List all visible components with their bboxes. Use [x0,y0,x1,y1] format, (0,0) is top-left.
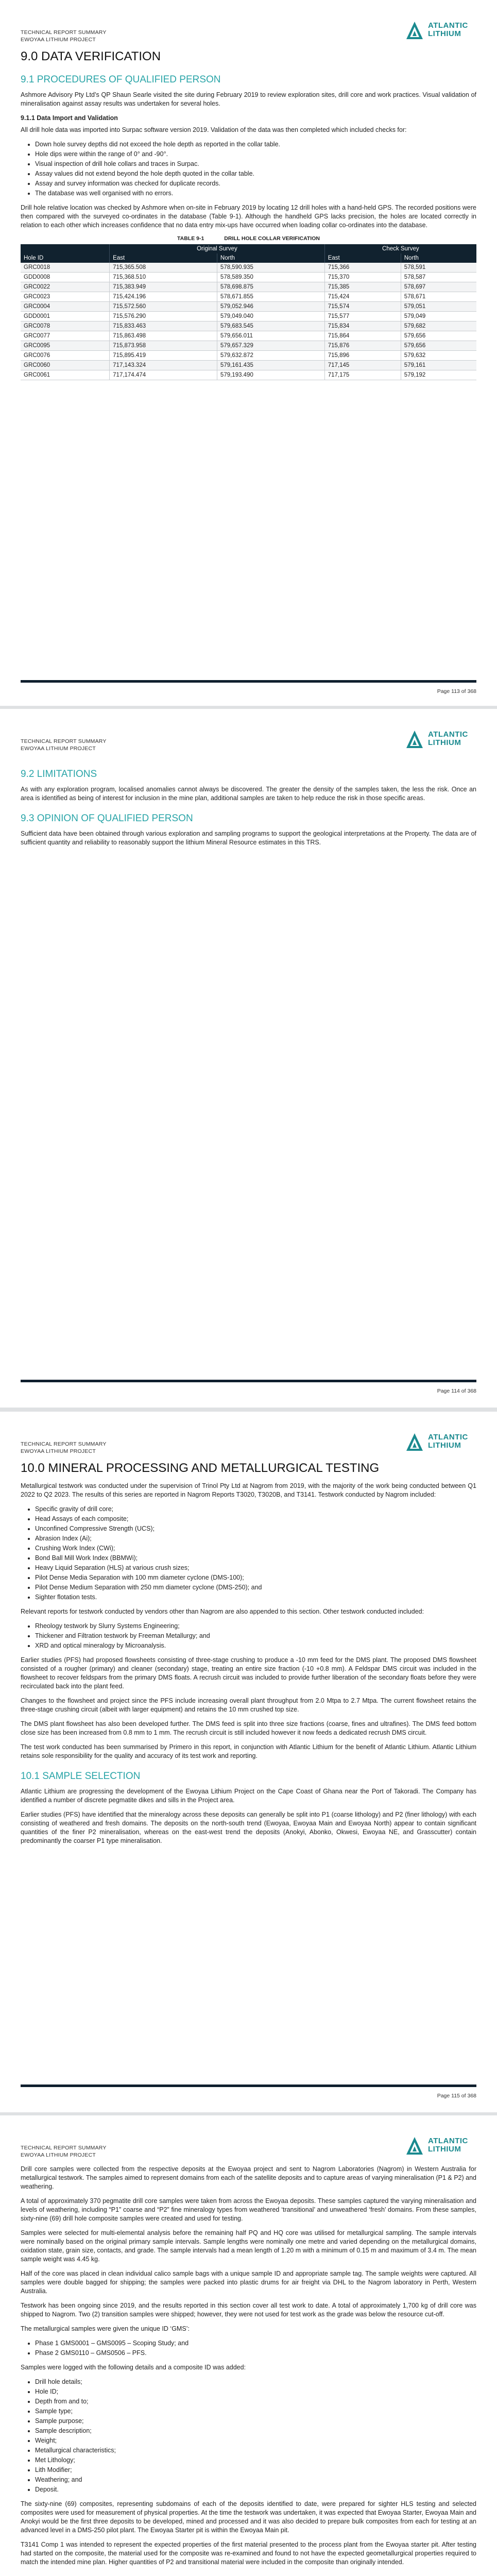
page-body [21,2165,476,2572]
page-header [21,724,476,755]
coordinate-cell: 715,834 [324,321,401,331]
paragraph: Metallurgical testwork was conducted under the supervision of Trinol Pty Ltd at Nagrom from 2019, with the majority of the work being conducted between Q1 2022 to Q2 2023. The results of this series are reported in Nagrom Reports T3020, T3020B, and T3141. Testwork conducted by Nagrom included: [21,1482,476,1498]
coordinate-cell: 579,682 [401,321,476,331]
table-row [21,282,476,292]
atlantic-lithium-logo [404,1431,476,1452]
table-group-header-row [21,244,476,253]
table-row [21,312,476,321]
logo-wordmark: ATLANTIC LITHIUM [428,2137,468,2154]
page-header [21,15,476,46]
section-heading-10-1: 10.1 SAMPLE SELECTION [21,1771,141,1782]
list-item: • Met Lithology; [35,2456,476,2465]
coordinate-cell: 717,174.474 [110,370,217,380]
page-body [21,758,476,853]
atlantic-lithium-logo [404,20,476,40]
list-item: • Pilot Dense Medium Separation with 250 mm diameter cyclone (DMS-250); and [35,1583,476,1592]
coordinate-cell: 578,671.855 [217,292,324,302]
report-page-115 [0,1412,497,2112]
page-number: Page 113 of 368 [437,688,476,694]
paragraph: Earlier studies (PFS) had proposed flowsheets consisting of three-stage crushing to produce a -10 mm feed for the DMS plant. The proposed DMS flowsheet consisted of a rougher (primary) and cleaner (secondary) stage, treating an entire size fraction (-10 +0.8 mm). A Feldspar DMS circuit was included in the flowsheet to recover feldspars from the primary DMS floats. A recrush circuit was included to provide further liberation of the secondary floats before they were recirculated back into the plant feed. [21,1656,476,1690]
hole-id-cell: GRC0076 [21,351,110,361]
coordinate-cell: 578,698.875 [217,282,324,292]
coordinate-cell: 717,143.324 [110,361,217,370]
list-item: • Hole ID; [35,2387,476,2396]
paragraph: T3141 Comp 1 was intended to represent the expected properties of the first material presented to the process plant from the Ewoyaa starter pit. After testing had started on the composite, the material used for the composite was re-examined and found to not have the expected geometallurgical properties required to match the intended mine plan. Higher quantities of P2 and transitional material were included in the composite than originally intended. [21,2541,476,2566]
table-column-header: Hole ID [21,253,110,263]
header-text [21,738,107,752]
coordinate-cell: 715,366 [324,263,401,273]
paragraph: The sixty-nine (69) composites, representing subdomains of each of the deposits identified to date, were prepared for sighter HLS testing and selected composites were used for measurement of physical properties. At the time the testwork was undertaken, it was expected that Ewoyaa Starter, Ewoyaa Main and Anokyi would be the first three deposits to be developed, mined and processed and it was also decided to prepare bulk composites from each for testing at an advanced level in a DMS-250 pilot plant. The Ewoyaa Starter pit is within the Ewoyaa Main pit. [21,2500,476,2534]
paragraph: Testwork has been ongoing since 2019, and the results reported in this section cover all test work to date. A total of approximately 1,700 kg of drill core was shipped to Nagrom. Two (2) transition samples were shipped; however, they were not used for test work as the grade was below the resource cut-off. [21,2302,476,2318]
coordinate-cell: 715,370 [324,273,401,282]
header-text [21,29,107,43]
atlantic-lithium-logo [404,728,476,749]
page-body [21,1461,476,1851]
paragraph: Changes to the flowsheet and project since the PFS include increasing overall plant throughput from 2.0 Mtpa to 2.7 Mtpa. The current flowsheet retains the three-stage crushing circuit (albeit with larger equipment) and retains the 10 mm crushed top size. [21,1697,476,1713]
list-item: • Assay values did not extend beyond the hole depth quoted in the collar table. [35,170,476,178]
list-item: • Heavy Liquid Separation (HLS) at various crush sizes; [35,1564,476,1572]
list-item: • Sample purpose; [35,2417,476,2426]
coordinate-cell: 715,572.560 [110,302,217,312]
subsection-heading-9-1-1: 9.1.1 Data Import and Validation [21,114,118,122]
hole-id-cell: GRC0060 [21,361,110,370]
paragraph: Earlier studies (PFS) have identified that the mineralogy across these deposits can generally be split into P1 (coarse lithology) and P2 (finer lithology) with each consisting of weathered and fresh domains. The deposits on the north-south trend (Ewoyaa, Ewoyaa Main and Ewoyaa North) appear to contain significant quantities of the finer P2 mineralisation, whereas on the east-west trend the deposits (Anokyi, Abonko, Okwesi, Ewoyaa NE, and Grasscutter) contain predominantly the coarser P1 type mineralisation. [21,1811,476,1844]
logo-wordmark: ATLANTIC LITHIUM [428,730,468,747]
table-body [21,263,476,380]
coordinate-cell: 579,161 [401,361,476,370]
coordinate-cell: 579,656.011 [217,331,324,341]
coordinate-cell: 578,590.935 [217,263,324,273]
list-item: • Sample description; [35,2427,476,2435]
nagrom-testwork-list [21,1505,476,1602]
table-column-header: East [110,253,217,263]
header-project: EWOYAA LITHIUM PROJECT [21,37,96,43]
list-item: • Weathering; and [35,2476,476,2484]
logo-wordmark: ATLANTIC LITHIUM [428,21,468,38]
hole-id-cell: GRC0004 [21,302,110,312]
coordinate-cell: 715,864 [324,331,401,341]
coordinate-cell: 579,632 [401,351,476,361]
coordinate-cell: 715,365.508 [110,263,217,273]
table-label: TABLE 9-1 [177,235,204,242]
list-item: • Depth from and to; [35,2397,476,2406]
coordinate-cell: 717,175 [324,370,401,380]
table-row [21,321,476,331]
page-number: Page 114 of 368 [437,1388,476,1394]
paragraph: The test work conducted has been summarised by Primero in this report, in conjunction with Atlantic Lithium for the benefit of Atlantic Lithium. Atlantic Lithium retains sole responsibility for the quality and accuracy of its test work and reporting. [21,1743,476,1759]
list-item: • Abrasion Index (Ai); [35,1534,476,1543]
coordinate-cell: 715,574 [324,302,401,312]
list-item: • Head Assays of each composite; [35,1515,476,1523]
coordinate-cell: 715,833.463 [110,321,217,331]
footer-rule [21,680,476,683]
hole-id-cell: GRC0095 [21,341,110,351]
section-heading-9-2: 9.2 LIMITATIONS [21,769,97,779]
list-item: • Assay and survey information was checked for duplicate records. [35,179,476,188]
list-item: • Phase 2 GMS0110 – GMS0506 – PFS. [35,2349,476,2358]
table-row [21,370,476,380]
paragraph: The DMS plant flowsheet has also been developed further. The DMS feed is split into three size fractions (coarse, fines and ultrafines). The DMS feed bottom close size has been increased from 0.8 mm to 1 mm. The recrush circuit is still included however it now feeds a dedicated recrush DMS circuit. [21,1720,476,1736]
table-row [21,302,476,312]
atlantic-lithium-logo-icon [404,730,425,750]
section-heading-9-1: 9.1 PROCEDURES OF QUALIFIED PERSON [21,74,221,85]
sample-log-details-list [21,2378,476,2494]
paragraph: Sufficient data have been obtained through various exploration and sampling programs to support the geological interpretations at the Property. The data are of sufficient quantity and reliability to reasonably support the lithium Mineral Resource estimates in this TRS. [21,830,476,846]
logo-wordmark: ATLANTIC LITHIUM [428,1433,468,1450]
coordinate-cell: 579,656 [401,331,476,341]
coordinate-cell: 715,895.419 [110,351,217,361]
paragraph: Ashmore Advisory Pty Ltd’s QP Shaun Searle visited the site during February 2019 to review exploration sites, drill core and work practices. Visual validation of mineralisation against assay results was undertaken for several holes. [21,91,476,107]
coordinate-cell: 715,576.290 [110,312,217,321]
coordinate-cell: 579,193.490 [217,370,324,380]
report-page-113 [0,0,497,706]
coordinate-cell: 715,876 [324,341,401,351]
list-item: • XRD and optical mineralogy by Microanalysis. [35,1641,476,1650]
list-item: • Drill hole details; [35,2378,476,2386]
paragraph: Samples were logged with the following details and a composite ID was added: [21,2364,246,2371]
hole-id-cell: GRC0061 [21,370,110,380]
coordinate-cell: 579,052.946 [217,302,324,312]
list-item: • Crushing Work Index (CWi); [35,1544,476,1553]
table-row [21,273,476,282]
list-item: • The database was well organised with no errors. [35,189,476,198]
table-column-header: North [401,253,476,263]
coordinate-cell: 715,577 [324,312,401,321]
coordinate-cell: 579,161.435 [217,361,324,370]
list-item: • Specific gravity of drill core; [35,1505,476,1514]
table-row [21,263,476,273]
table-row [21,331,476,341]
paragraph: A total of approximately 370 pegmatite drill core samples were taken from across the Ewoyaa deposits. These samples captured the varying mineralisation and levels of weathering, including “P1” coarse and “P2” fine mineralogy types from weathered ‘transitional’ and unweathered ‘fresh’ domains. From these samples, sixty-nine (69) drill hole composite samples were created and used for testing. [21,2197,476,2222]
list-item: • Weight; [35,2436,476,2445]
table-group-header: Original Survey [110,244,325,253]
list-item: • Rheology testwork by Slurry Systems Engineering; [35,1622,476,1631]
paragraph: As with any exploration program, localised anomalies cannot always be discovered. The greater the density of the samples taken, the less the risk. Once an area is identified as being of interest for inclusion in the mine plan, additional samples are taken to help reduce the risk in those specific areas. [21,786,476,802]
list-item: • Down hole survey depths did not exceed the hole depth as reported in the collar table. [35,140,476,149]
coordinate-cell: 717,145 [324,361,401,370]
list-item: • Thickener and Filtration testwork by Freeman Metallurgy; and [35,1632,476,1640]
sample-phase-list [21,2339,476,2358]
coordinate-cell: 578,591 [401,263,476,273]
atlantic-lithium-logo [404,2135,476,2156]
coordinate-cell: 579,683.545 [217,321,324,331]
hole-id-cell: GRC0078 [21,321,110,331]
table-group-header: Check Survey [324,244,476,253]
paragraph: Relevant reports for testwork conducted by vendors other than Nagrom are also appended to this section. Other testwork conducted included: [21,1608,424,1615]
header-text [21,2144,107,2159]
validation-checks-list [21,140,476,198]
coordinate-cell: 578,589.350 [217,273,324,282]
list-item: • Lith Modifier; [35,2466,476,2475]
list-item: • Unconfined Compressive Strength (UCS); [35,1524,476,1533]
paragraph: All drill hole data was imported into Surpac software version 2019. Validation of the data was then completed which included checks for: [21,126,407,133]
report-page-116 [0,2115,497,2576]
collar-verification-table [21,244,476,380]
list-item: • Bond Ball Mill Work Index (BBMWi); [35,1554,476,1563]
page-header [21,1427,476,1458]
footer-rule [21,2084,476,2087]
table-row [21,361,476,370]
atlantic-lithium-logo-icon [404,2136,425,2157]
paragraph: Atlantic Lithium are progressing the development of the Ewoyaa Lithium Project on the Cape Coast of Ghana near the Port of Takoradi. The Company has identified a number of discrete pegmatite dikes and sills in the Project area. [21,1788,476,1804]
coordinate-cell: 715,424.196 [110,292,217,302]
coordinate-cell: 579,051 [401,302,476,312]
coordinate-cell: 579,657.329 [217,341,324,351]
table-row [21,292,476,302]
paragraph: Half of the core was placed in clean individual calico sample bags with a unique sample ID and appropriate sample tag. The sample weights were captured. All samples were double bagged for shipping; the samples were packed into plastic drums for air freight via DHL to the Nagrom laboratory in Perth, Western Australia. [21,2270,476,2295]
hole-id-cell: GRC0077 [21,331,110,341]
page-header [21,2131,476,2162]
coordinate-cell: 715,383.949 [110,282,217,292]
coordinate-cell: 715,896 [324,351,401,361]
atlantic-lithium-logo-icon [404,1432,425,1453]
paragraph: The metallurgical samples were given the unique ID ‘GMS’: [21,2325,190,2332]
paragraph: Drill core samples were collected from the respective deposits at the Ewoyaa project and sent to Nagrom Laboratories (Nagrom) in Western Australia for metallurgical testwork. The samples aimed to represent domains from each of the satellite deposits and to capture areas of varying mineralisation (P1 & P2) and weathering. [21,2165,476,2190]
table-row [21,341,476,351]
list-item: • Visual inspection of drill hole collars and traces in Surpac. [35,160,476,168]
table-group-header [21,244,110,253]
header-title: TECHNICAL REPORT SUMMARY [21,738,107,744]
hole-id-cell: GRC0018 [21,263,110,273]
atlantic-lithium-logo-icon [404,21,425,41]
table-title: DRILL HOLE COLLAR VERIFICATION [224,235,320,242]
report-page-114 [0,709,497,1408]
hole-id-cell: GDD0008 [21,273,110,282]
header-title: TECHNICAL REPORT SUMMARY [21,29,107,36]
paragraph: Samples were selected for multi-elemental analysis before the remaining half PQ and HQ core was utilised for metallurgical sampling. The sample intervals were nominally based on the original primary sample intervals. Sample lengths were nominally one metre and varied depending on the metallurgical domains, oxidation state, grain size, contacts, and grade. The sample intervals had a mean length of 1.20 m with a minimum of 0.15 m and maximum of 3.4 m. The mean sample weight was 4.45 kg. [21,2229,476,2263]
coordinate-cell: 715,424 [324,292,401,302]
section-heading-10: 10.0 MINERAL PROCESSING AND METALLURGICAL TESTING [21,1461,380,1475]
table-header-row [21,253,476,263]
hole-id-cell: GRC0022 [21,282,110,292]
coordinate-cell: 578,671 [401,292,476,302]
list-item: • Sighter flotation tests. [35,1593,476,1602]
coordinate-cell: 579,656 [401,341,476,351]
page-body [21,49,476,380]
list-item: • Phase 1 GMS0001 – GMS0095 – Scoping Study; and [35,2339,476,2348]
coordinate-cell: 579,049.040 [217,312,324,321]
coordinate-cell: 715,385 [324,282,401,292]
coordinate-cell: 715,873.958 [110,341,217,351]
paragraph: Drill hole relative location was checked by Ashmore when on-site in February 2019 by locating 12 drill holes with a hand-held GPS. The recorded positions were then compared with the surveyed co-ordinates in the database (Table 9-1). Although the handheld GPS lacks precision, the holes are located correctly in relation to each other which increases confidence that no data entry mix-ups have occurred when loading collar co-ordinates into the database. [21,204,476,229]
table-column-header: East [324,253,401,263]
list-item: • Metallurgical characteristics; [35,2446,476,2455]
coordinate-cell: 715,368.510 [110,273,217,282]
vendor-testwork-list [21,1622,476,1650]
coordinate-cell: 579,049 [401,312,476,321]
list-item: • Hole dips were within the range of 0° and -90°. [35,150,476,159]
header-project: EWOYAA LITHIUM PROJECT [21,745,96,752]
coordinate-cell: 578,697 [401,282,476,292]
coordinate-cell: 579,632.872 [217,351,324,361]
header-text [21,1440,107,1455]
coordinate-cell: 715,863.498 [110,331,217,341]
table-caption [21,235,476,242]
list-item: • Deposit. [35,2485,476,2494]
list-item: • Sample type; [35,2407,476,2416]
hole-id-cell: GDD0001 [21,312,110,321]
section-heading-9: 9.0 DATA VERIFICATION [21,49,161,63]
header-project: EWOYAA LITHIUM PROJECT [21,1448,96,1454]
hole-id-cell: GRC0023 [21,292,110,302]
coordinate-cell: 579,192 [401,370,476,380]
section-heading-9-3: 9.3 OPINION OF QUALIFIED PERSON [21,813,193,824]
table-column-header: North [217,253,324,263]
header-title: TECHNICAL REPORT SUMMARY [21,2145,107,2151]
table-row [21,351,476,361]
page-number: Page 115 of 368 [437,2093,476,2099]
coordinate-cell: 578,587 [401,273,476,282]
list-item: • Pilot Dense Media Separation with 100 mm diameter cyclone (DMS-100); [35,1573,476,1582]
footer-rule [21,1380,476,1382]
header-project: EWOYAA LITHIUM PROJECT [21,2152,96,2158]
header-title: TECHNICAL REPORT SUMMARY [21,1441,107,1447]
